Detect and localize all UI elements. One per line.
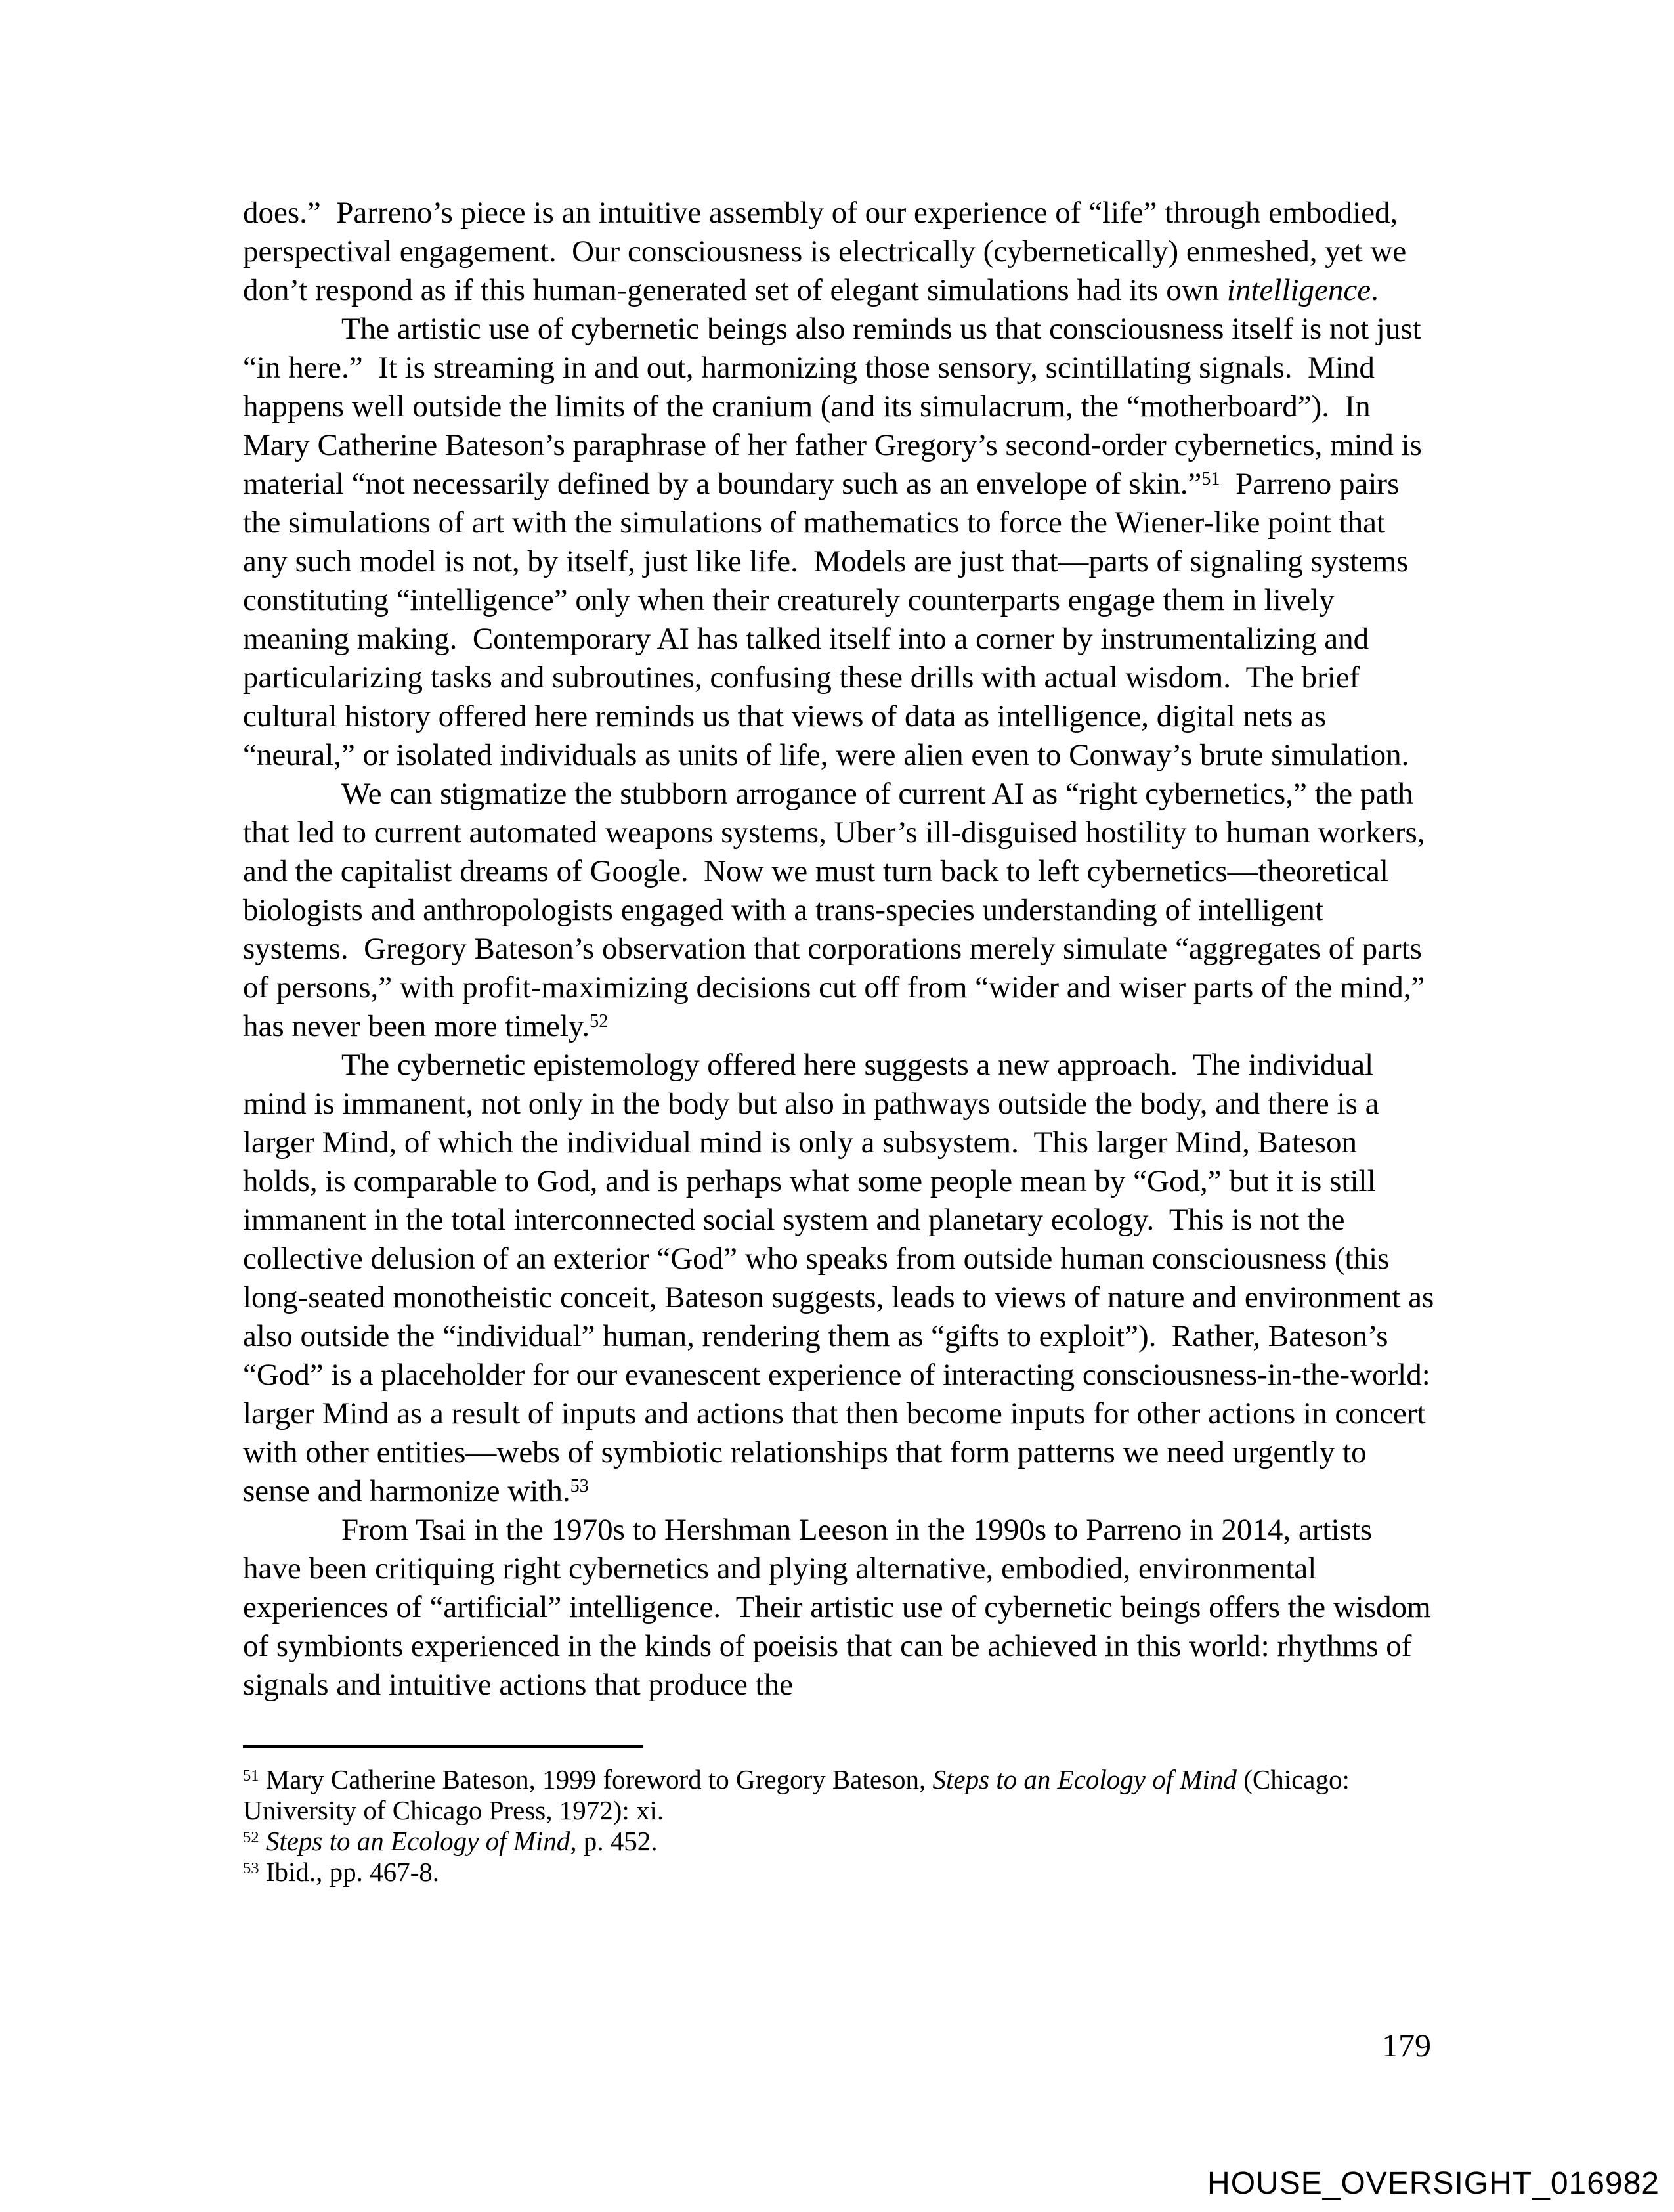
footnote-ref: 52 — [590, 1010, 609, 1031]
paragraph — [243, 310, 1434, 775]
text-run: p. 452. — [576, 1826, 658, 1856]
text-run: (Chicago: University of Chicago Press, 1972): xi. — [243, 1764, 1357, 1825]
text-run: From Tsai in the 1970s to Hershman Leeson in the 1990s to Parreno in 2014, artists have been critiquing right cybernetics and plying alternative, embodied, environmental experiences of “artificial” intelligence. Their artistic use of cybernetic beings offers the wisdom of symbionts experienced in the kinds of poeisis that can be achieved in this world: rhythms of signals and intuitive actions that produce the — [243, 1513, 1439, 1702]
text-run: The cybernetic epistemology offered here suggests a new approach. The individual mind is immanent, not only in the body but also in pathways outside the body, and there is a larger Mind, of which the individual mind is only a subsystem. This larger Mind, Bateson holds, is comparable to God, and is perhaps what some people mean by “God,” but it is still immanent in the total interconnected social system and planetary ecology. This is not the collective delusion of an exterior “God” who speaks from outside human consciousness (this long-seated monotheistic conceit, Bateson suggests, leads to views of nature and environment as also outside the “individual” human, rendering them as “gifts to exploit”). Rather, Bateson’s “God” is a placeholder for our evanescent experience of interacting consciousness-in-the-world: larger Mind as a result of inputs and actions that then become inputs for other actions in concert with other entities—webs of symbiotic relationships that form patterns we need urgently to sense and harmonize with. — [243, 1048, 1442, 1508]
page-number: 179 — [1382, 2027, 1431, 2064]
text-run: . — [1371, 273, 1379, 307]
text-run: The artistic use of cybernetic beings also reminds us that consciousness itself is not just “in here.” It is streaming in and out, harmonizing those sensory, scintillating signals. Mind happens well outside the limits of the cranium (and its simulacrum, the “motherboard”). In Mary Catherine Bateson’s paraphrase of her father Gregory’s second-order cybernetics, mind is material “not necessarily defined by a boundary such as an envelope of skin.” — [243, 312, 1430, 501]
paragraph — [243, 1511, 1439, 1704]
text-run: Steps to an Ecology of Mind — [932, 1764, 1237, 1794]
paragraph — [243, 1046, 1442, 1511]
footnote — [243, 1764, 1434, 1826]
footnote-ref: 53 — [243, 1859, 259, 1877]
text-run: does.” Parreno’s piece is an intuitive assembly of our experience of “life” through embodied, perspectival engagement. Our consciousness is electrically (cybernetically) enmeshed, yet we don’t respond as if this human-generated set of elegant simulations had its own — [243, 196, 1415, 307]
text-run: Parreno pairs the simulations of art with the simulations of mathematics to force the Wiener-like point that any such model is not, by itself, just like life. Models are just that—parts of signaling systems constituting “intelligence” only when their creaturely counterparts engage them in lively meaning making. Contemporary AI has talked itself into a corner by instrumentalizing and particularizing tasks and subroutines, confusing these drills with actual wisdom. The brief cultural history offered here reminds us that views of data as intelligence, digital nets as “neural,” or isolated individuals as units of life, were alien even to Conway’s brute simulation. — [243, 467, 1417, 772]
footnote-ref: 52 — [243, 1828, 259, 1846]
body-paragraphs — [243, 194, 1442, 1704]
text-run: Ibid., pp. 467-8. — [259, 1857, 440, 1887]
paragraph — [243, 194, 1434, 310]
footnote — [243, 1826, 1434, 1857]
text-run: Mary Catherine Bateson, 1999 foreword to Gregory Bateson, — [259, 1764, 933, 1794]
footnote-ref: 51 — [243, 1766, 259, 1785]
bates-stamp: HOUSE_OVERSIGHT_016982 — [1207, 2166, 1660, 2201]
footnote-ref: 51 — [1201, 468, 1220, 489]
footnote-separator-rule — [243, 1745, 643, 1748]
footnote — [243, 1857, 1434, 1888]
footnotes-list — [243, 1764, 1434, 1888]
text-run: intelligence — [1226, 273, 1371, 307]
footnotes-section — [243, 1745, 1434, 1888]
text-run: We can stigmatize the stubborn arrogance of current AI as “right cybernetics,” the path that led to current automated weapons systems, Uber’s ill-disguised hostility to human workers, and the capitalist dreams of Google. Now we must turn back to left cybernetics—theoretical biologists and anthropologists engaged with a trans-species understanding of intelligent systems. Gregory Bateson’s observation that corporations merely simulate “aggregates of parts of persons,” with profit-maximizing decisions cut off from “wider and wiser parts of the mind,” has never been more timely. — [243, 777, 1433, 1043]
paragraph — [243, 775, 1434, 1046]
document-body — [243, 194, 1442, 1888]
footnote-ref: 53 — [570, 1475, 589, 1496]
text-run: Steps to an Ecology of Mind, — [259, 1826, 577, 1856]
